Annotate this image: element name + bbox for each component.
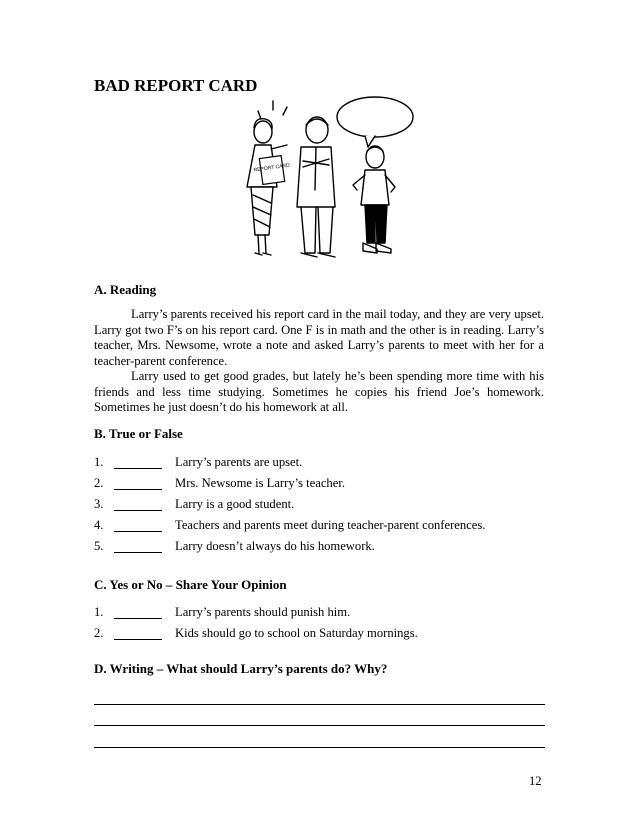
answer-blank[interactable] [114,468,162,469]
section-c-heading: C. Yes or No – Share Your Opinion [94,577,287,592]
report-card-text: REPORT CARD [253,162,291,174]
family-report-card-illustration [225,95,425,270]
answer-blank[interactable] [114,531,162,532]
reading-paragraph-1: Larry’s parents received his report card in the mail today, and they are very upset. Larry got two F’s on his report card. One F is in math and the other is in reading. Larry’s teacher, Mrs. Newsome, wrote a note and asked Larry’s parents to meet with her for a teacher-parent conference. [94,307,544,368]
reading-paragraph-2: Larry used to get good grades, but lately he’s been spending more time with his friends and less time studying. Sometimes he copies his friend Joe’s homework. Sometimes he just doesn’t do his homework at all. [94,369,544,414]
writing-line[interactable] [94,725,545,726]
item-statement: Kids should go to school on Saturday mornings. [175,626,418,640]
answer-blank[interactable] [114,489,162,490]
answer-blank[interactable] [114,618,162,619]
page-title: BAD REPORT CARD [94,76,258,95]
reading-passage [94,307,544,416]
section-d-heading: D. Writing – What should Larry’s parents do? Why? [94,661,388,676]
item-number: 1. [94,605,104,619]
section-a-heading: A. Reading [94,282,157,297]
item-statement: Mrs. Newsome is Larry’s teacher. [175,476,345,490]
answer-blank[interactable] [114,639,162,640]
item-statement: Larry is a good student. [175,497,295,511]
item-number: 1. [94,455,104,469]
item-number: 3. [94,497,104,511]
item-statement: Larry doesn’t always do his homework. [175,539,375,553]
answer-blank[interactable] [114,552,162,553]
item-number: 5. [94,539,104,553]
item-statement: Larry’s parents are upset. [175,455,303,469]
writing-line[interactable] [94,704,545,705]
item-statement: Larry’s parents should punish him. [175,605,351,619]
item-number: 4. [94,518,104,532]
item-statement: Teachers and parents meet during teacher-parent conferences. [175,518,486,532]
item-number: 2. [94,626,104,640]
page-number: 12 [529,774,542,788]
section-b-heading: B. True or False [94,426,183,441]
writing-line[interactable] [94,747,545,748]
item-number: 2. [94,476,104,490]
answer-blank[interactable] [114,510,162,511]
